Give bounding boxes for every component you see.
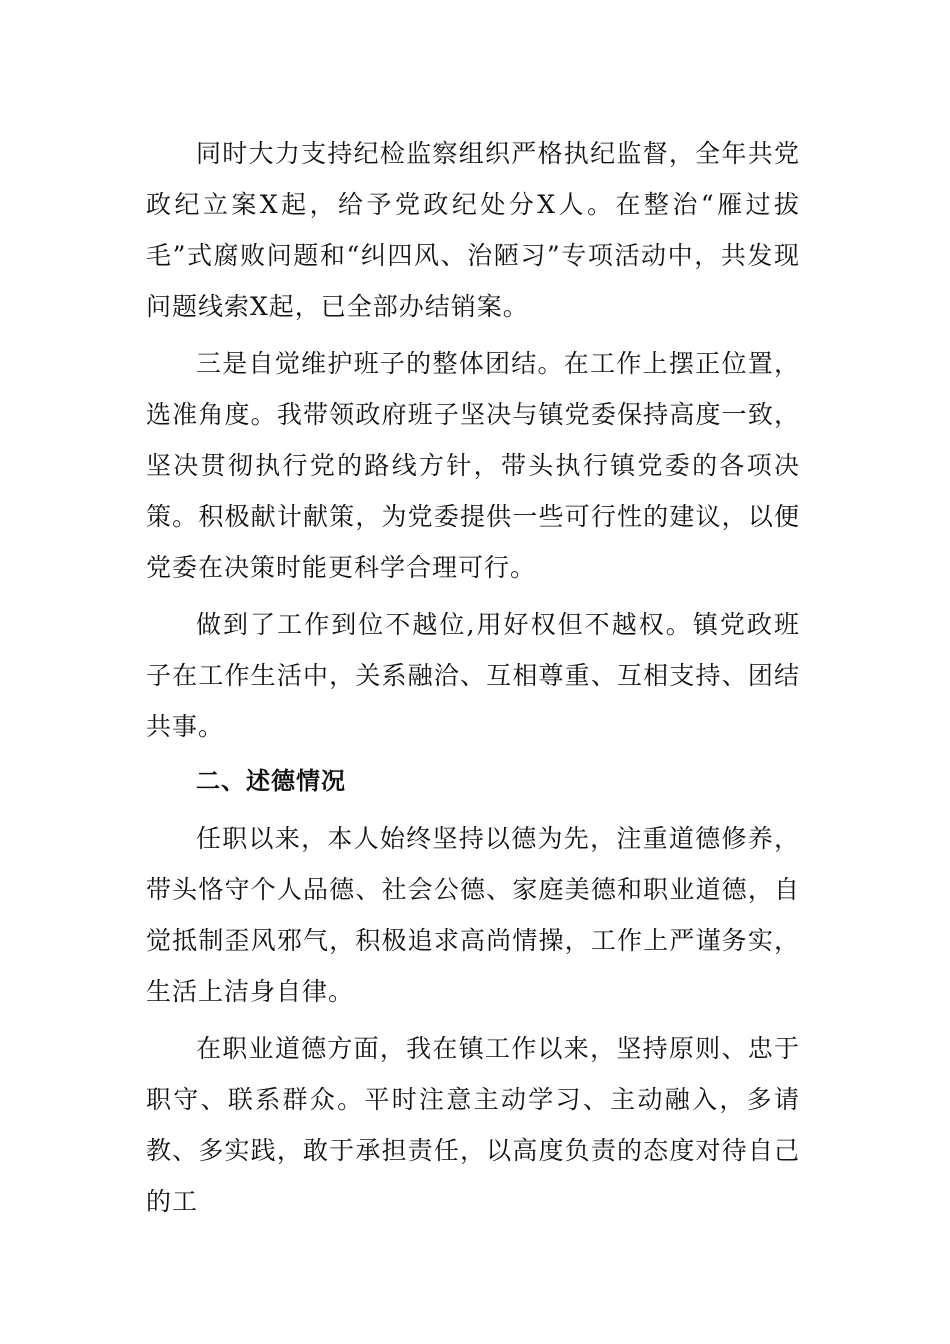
section-heading-moral-report: 二、述德情况 xyxy=(196,767,346,795)
paragraph-professional-ethics: 在职业道德方面，我在镇工作以来，坚持原则、忠于职守、联系群众。平时注意主动学习、主动融入，多请教、多实践，敢于承担责任，以高度负责的态度对待自己的工 xyxy=(146,1034,800,1216)
paragraph-role-boundaries: 做到了工作到位不越位,用好权但不越权。镇党政班子在工作生活中，关系融洽、互相尊重、互相支持、团结共事。 xyxy=(146,610,800,741)
document-page xyxy=(146,128,800,1227)
paragraph-discipline-supervision: 同时大力支持纪检监察组织严格执纪监督，全年共党政纪立案X起，给予党政纪处分X人。在整治“雁过拔毛”式腐败问题和“纠四风、治陋习”专项活动中，共发现问题线索X起，已全部办结销案。 xyxy=(146,139,800,321)
paragraph-moral-cultivation: 任职以来，本人始终坚持以德为先，注重道德修养，带头恪守个人品德、社会公德、家庭美德和职业道德，自觉抵制歪风邪气，积极追求高尚情操，工作上严谨务实，生活上洁身自律。 xyxy=(146,824,800,1006)
paragraph-team-unity: 三是自觉维护班子的整体团结。在工作上摆正位置，选准角度。我带领政府班子坚决与镇党委保持高度一致，坚决贯彻执行党的路线方针，带头执行镇党委的各项决策。积极献计献策，为党委提供一些可行性的建议，以便党委在决策时能更科学合理可行。 xyxy=(146,349,800,582)
